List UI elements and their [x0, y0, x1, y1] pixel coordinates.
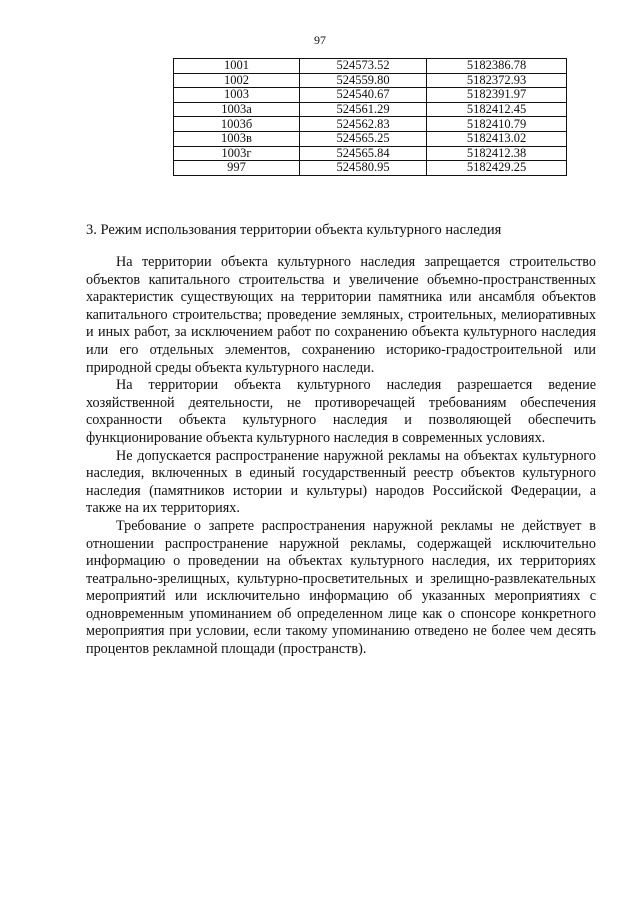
point-number-cell: 1002 [174, 73, 300, 88]
point-number-cell: 1003а [174, 102, 300, 117]
y-coordinate-cell: 5182412.38 [427, 146, 567, 161]
point-number-cell: 997 [174, 161, 300, 176]
point-number-cell: 1001 [174, 59, 300, 74]
section-heading: 3. Режим использования территории объекта культурного наследия [86, 222, 502, 238]
point-number-cell: 1003 [174, 88, 300, 103]
table-row [174, 88, 567, 103]
x-coordinate-cell: 524562.83 [300, 117, 427, 132]
table-row [174, 131, 567, 146]
x-coordinate-cell: 524580.95 [300, 161, 427, 176]
y-coordinate-cell: 5182391.97 [427, 88, 567, 103]
y-coordinate-cell: 5182412.45 [427, 102, 567, 117]
x-coordinate-cell: 524565.84 [300, 146, 427, 161]
paragraph: На территории объекта культурного наследия разрешается ведение хозяйственной деятельности, не противоречащей требованиям обеспечения сохранности объекта культурного наследия и позволяющей обеспечить функционирование объекта культурного наследия в современных условиях. [86, 377, 596, 446]
table-row [174, 146, 567, 161]
table-row [174, 59, 567, 74]
section-body [86, 254, 596, 659]
y-coordinate-cell: 5182372.93 [427, 73, 567, 88]
x-coordinate-cell: 524559.80 [300, 73, 427, 88]
x-coordinate-cell: 524573.52 [300, 59, 427, 74]
y-coordinate-cell: 5182413.02 [427, 131, 567, 146]
x-coordinate-cell: 524561.29 [300, 102, 427, 117]
page-number: 97 [314, 33, 326, 47]
y-coordinate-cell: 5182429.25 [427, 161, 567, 176]
paragraph: На территории объекта культурного наследия запрещается строительство объектов капитального строительства и увеличение объемно-пространственных характеристик существующих на территории памятника или ансамбля объектов капитального строительства; проведение земляных, строительных, мелиоративных и иных работ, за исключением работ по сохранению объекта культурного наследия или его отдельных элементов, сохранению историко-градостроительной или природной среды объекта культурного наследи. [86, 254, 596, 376]
point-number-cell: 1003в [174, 131, 300, 146]
x-coordinate-cell: 524565.25 [300, 131, 427, 146]
point-number-cell: 1003б [174, 117, 300, 132]
coordinates-table [173, 58, 567, 176]
paragraph: Не допускается распространение наружной рекламы на объектах культурного наследия, включенных в единый государственный реестр объектов культурного наследия (памятников истории и культуры) народов Российской Федерации, а также на их территориях. [86, 447, 596, 517]
table-row [174, 73, 567, 88]
y-coordinate-cell: 5182386.78 [427, 59, 567, 74]
table-row [174, 161, 567, 176]
x-coordinate-cell: 524540.67 [300, 88, 427, 103]
table-row [174, 117, 567, 132]
paragraph: Требование о запрете распространения наружной рекламы не действует в отношении распространение наружной рекламы, содержащей исключительно информацию о проведении на объектах культурного наследия, их территориях театрально-зрелищных, культурно-просветительных и зрелищно-развлекательных мероприятий или исключительно информацию об указанных мероприятиях с одновременным упоминанием об определенном лице как о спонсоре конкретного мероприятия при условии, если такому упоминанию отведено не более чем десять процентов рекламной площади (пространств). [86, 517, 596, 658]
table-row [174, 102, 567, 117]
point-number-cell: 1003г [174, 146, 300, 161]
y-coordinate-cell: 5182410.79 [427, 117, 567, 132]
